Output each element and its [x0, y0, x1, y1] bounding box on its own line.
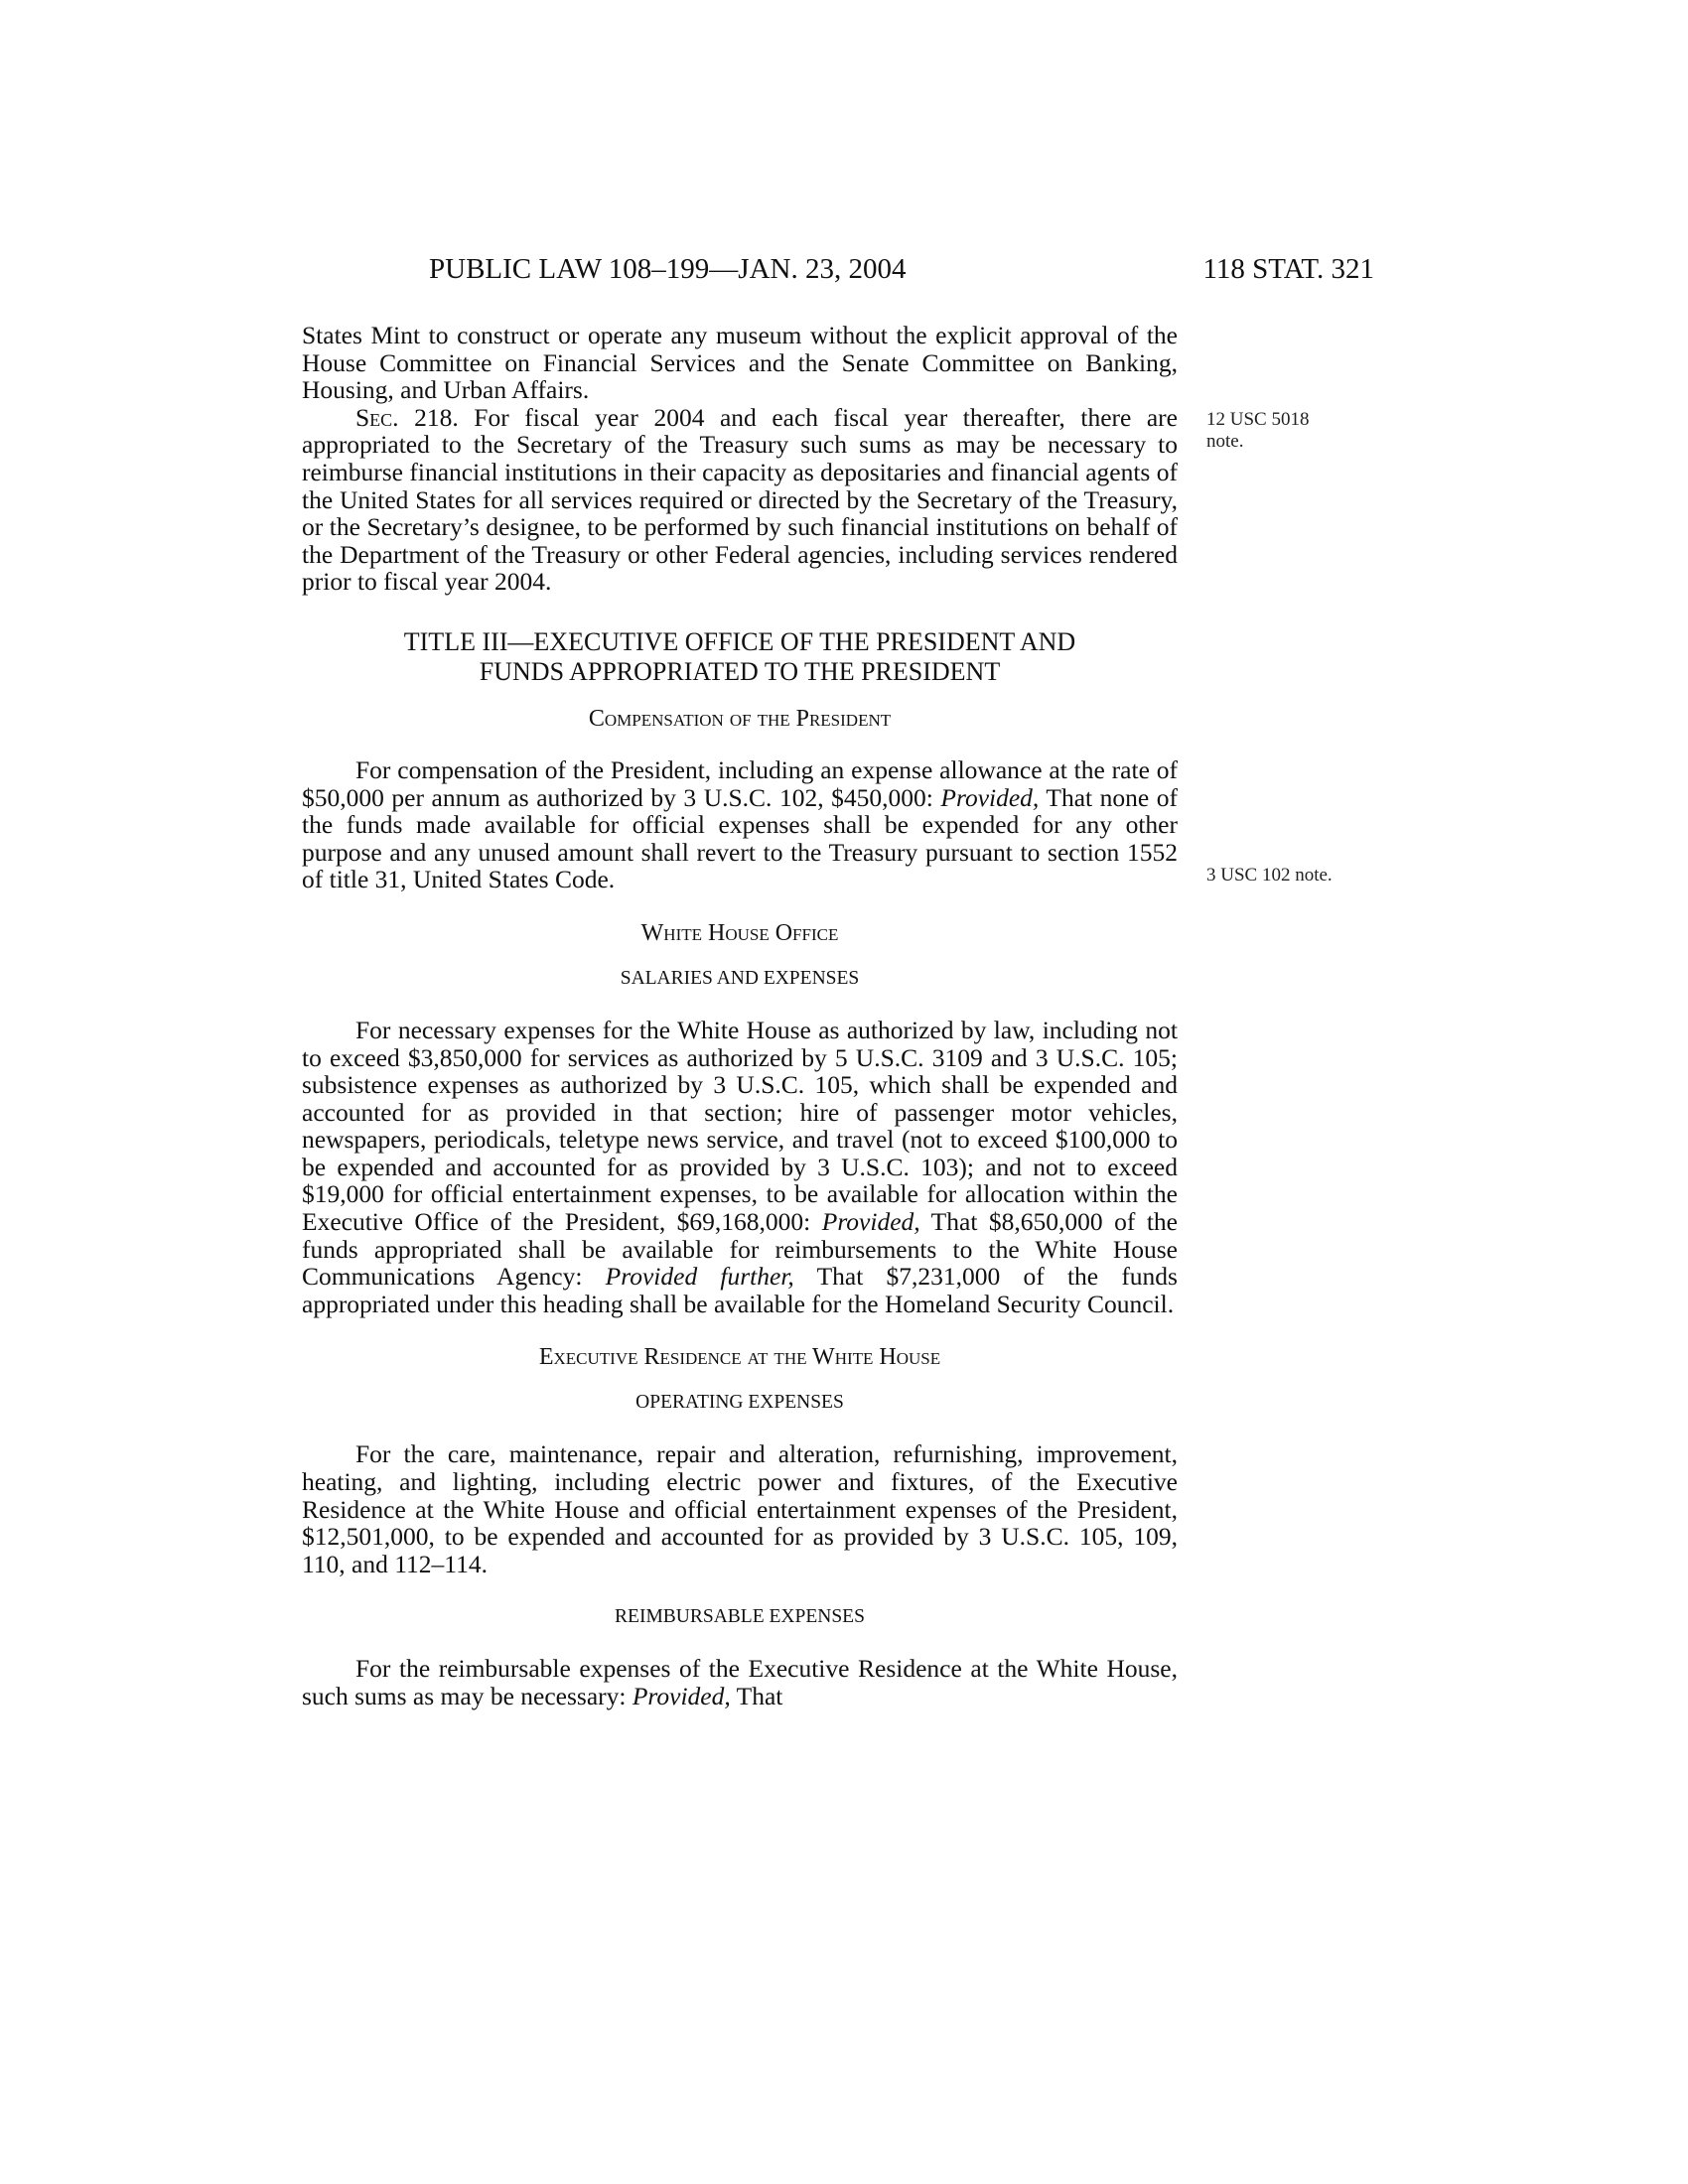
sal-provided: Provided, — [821, 1207, 920, 1237]
sal-text-c: That $7,231,000 of the funds appropriated under this heading shall be available for the Homeland Security Council. — [302, 1262, 1178, 1318]
comp-text-a: For compensation of the President, including an expense allowance at the rate of $50,000 per annum as authorized by 3 U.S.C. 102, $450,000: — [302, 754, 1178, 812]
margin-note-3-usc-102 — [1206, 865, 1333, 887]
heading-salaries-expenses: SALARIES AND EXPENSES — [620, 967, 860, 989]
sal-text-a: For necessary expenses for the White House as authorized by law, including not to exceed $3,850,000 for services as authorized by 5 U.S.C. 3109 and 3 U.S.C. 105; subsistence expenses as authorized by 3 U.S.C. 105, which shall be expended and accounted for as provided in that section; hire of passenger motor vehicles, newspapers, periodicals, teletype news service, and travel (not to exceed $100,000 to be expended and accounted for as provided by 3 U.S.C. 103); and not to exceed $19,000 for official entertainment expenses, to be available for allocation within the Executive Office of the President, $69,168,000: — [302, 1015, 1178, 1237]
margin-note-12-usc-5018 — [1206, 409, 1309, 453]
heading-reimbursable-expenses: REIMBURSABLE EXPENSES — [615, 1606, 865, 1628]
stat-page-number: 118 STAT. 321 — [1202, 253, 1374, 285]
margin-note-line: 12 USC 5018 — [1206, 409, 1310, 430]
compensation-paragraph — [302, 756, 1178, 893]
sal-provided-further: Provided further, — [605, 1262, 794, 1292]
sal-text-b: That $8,650,000 of the funds appropriated shall be available for reimbursements to the White House Communications Agency: — [302, 1207, 1178, 1292]
margin-note-line: 3 USC 102 note. — [1206, 865, 1333, 886]
comp-provided: Provided, — [940, 782, 1040, 812]
section-218-paragraph — [302, 404, 1178, 596]
section-label: Sec. — [355, 402, 399, 432]
reimb-text-b: That — [730, 1682, 783, 1710]
reimbursable-paragraph — [302, 1655, 1178, 1709]
reimb-text-a: For the reimbursable expenses of the Executive Residence at the White House, such sums as may be necessary: — [302, 1654, 1178, 1710]
heading-operating-expenses: OPERATING EXPENSES — [635, 1392, 844, 1414]
section-218-text: 218. For fiscal year 2004 and each fiscal year thereafter, there are appropriated to the Secretary of the Treasury such sums as may be necessary to reimburse financial institutions in their capacity as depositaries and financial agents of the United States for all services required or directed by the Secretary of the Treasury, or the Secretary’s designee, to be performed by such financial institutions on behalf of the Department of the Treasury or other Federal agencies, including services rendered prior to fiscal year 2004. — [302, 402, 1178, 597]
comp-text-b: That none of the funds made available for official expenses shall be expended for any other purpose and any unused amount shall revert to the Treasury pursuant to section 1552 of title 31, United States Code. — [302, 782, 1178, 894]
running-title: PUBLIC LAW 108–199—JAN. 23, 2004 — [429, 253, 907, 285]
margin-note-line: note. — [1206, 431, 1244, 452]
title-iii-heading — [302, 627, 1178, 687]
reimb-provided: Provided, — [632, 1682, 731, 1710]
page-header — [300, 249, 1374, 289]
heading-executive-residence: Executive Residence at the White House — [538, 1344, 941, 1371]
title-line-2: FUNDS APPROPRIATED TO THE PRESIDENT — [479, 656, 1001, 686]
operating-paragraph: For the care, maintenance, repair and alteration, refurnishing, improvement, heating, and lighting, including electric power and fixtures, of the Executive Residence at the White House and official entertainment expenses of the President, $12,501,000, to be expended and accounted for as provided by 3 U.S.C. 105, 109, 110, and 112–114. — [302, 1439, 1178, 1578]
heading-white-house-office: White House Office — [640, 919, 839, 946]
heading-compensation: Compensation of the President — [588, 705, 892, 732]
continuation-paragraph: States Mint to construct or operate any museum without the explicit approval of the House Committee on Financial Services and the Senate Committee on Banking, Housing, and Urban Affairs. — [302, 321, 1178, 405]
title-line-1: TITLE III—EXECUTIVE OFFICE OF THE PRESIDENT AND — [403, 626, 1076, 656]
main-text-column — [302, 322, 1178, 1710]
salaries-paragraph — [302, 1017, 1178, 1318]
